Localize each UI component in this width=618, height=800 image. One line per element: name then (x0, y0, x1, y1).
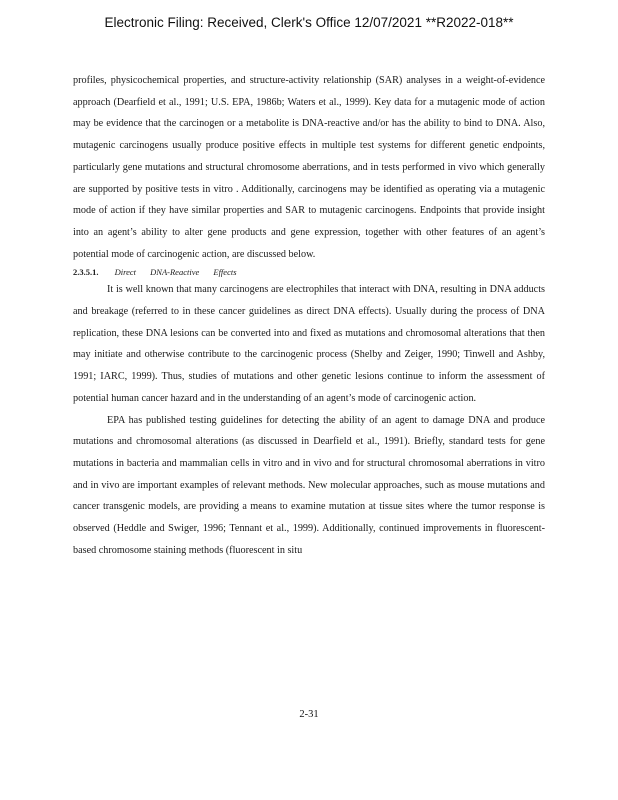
filing-stamp-header: Electronic Filing: Received, Clerk's Office 12/07/2021 **R2022-018** (104, 15, 514, 30)
paragraph-direct-dna-effects: It is well known that many carcinogens are electrophiles that interact with DNA, resulting in DNA adducts and breakage (referred to in these cancer guidelines as direct DNA effects). Usually during the process of DNA replication, these DNA lesions can be converted into and fixed as mutations and chromosomal alterations that then may initiate and otherwise contribute to the carcinogenic process (Shelby and Zeiger, 1990; Tinwell and Ashby, 1991; IARC, 1999). Thus, studies of mutations and other genetic lesions continue to inform the assessment of potential human cancer hazard and in the understanding of an agent’s mode of carcinogenic action. (73, 284, 545, 404)
section-title-part3: Effects (213, 267, 237, 278)
section-title-part1: Direct (114, 267, 137, 278)
section-heading (73, 265, 545, 279)
section-title-part2: DNA-Reactive (150, 267, 200, 278)
document-body (73, 70, 545, 561)
paragraph-testing-guidelines: EPA has published testing guidelines for detecting the ability of an agent to damage DNA and produce mutations and chromosomal alterations (as discussed in Dearfield et al., 1991). Briefly, standard tests for gene mutations in bacteria and mammalian cells in vitro and in vivo and for structural chromosomal aberrations in vitro and in vivo are important examples of relevant methods. New molecular approaches, such as mouse mutations and cancer transgenic models, are providing a means to examine mutation at tissue sites where the tumor response is observed (Heddle and Swiger, 1996; Tennant et al., 1999). Additionally, continued improvements in fluorescent-based chromosome staining methods (fluorescent in situ (73, 414, 545, 556)
section-number: 2.3.5.1. (73, 267, 99, 278)
intro-paragraph: profiles, physicochemical properties, and structure-activity relationship (SAR) analyses in a weight-of-evidence approach (Dearfield et al., 1991; U.S. EPA, 1986b; Waters et al., 1999). Key data for a mutagenic mode of action may be evidence that the carcinogen or a metabolite is DNA-reactive and/or has the ability to bind to DNA. Also, mutagenic carcinogens usually produce positive effects in multiple test systems for different genetic endpoints, particularly gene mutations and structural chromosome aberrations, and in tests performed in vivo which generally are supported by positive tests in vitro . Additionally, carcinogens may be identified as operating via a mutagenic mode of action if they have similar properties and SAR to mutagenic carcinogens. Endpoints that provide insight into an agent’s ability to alter gene products and gene expression, together with other features of an agent’s potential mode of carcinogenic action, are discussed below. (73, 75, 545, 260)
page-number: 2-31 (299, 709, 319, 720)
